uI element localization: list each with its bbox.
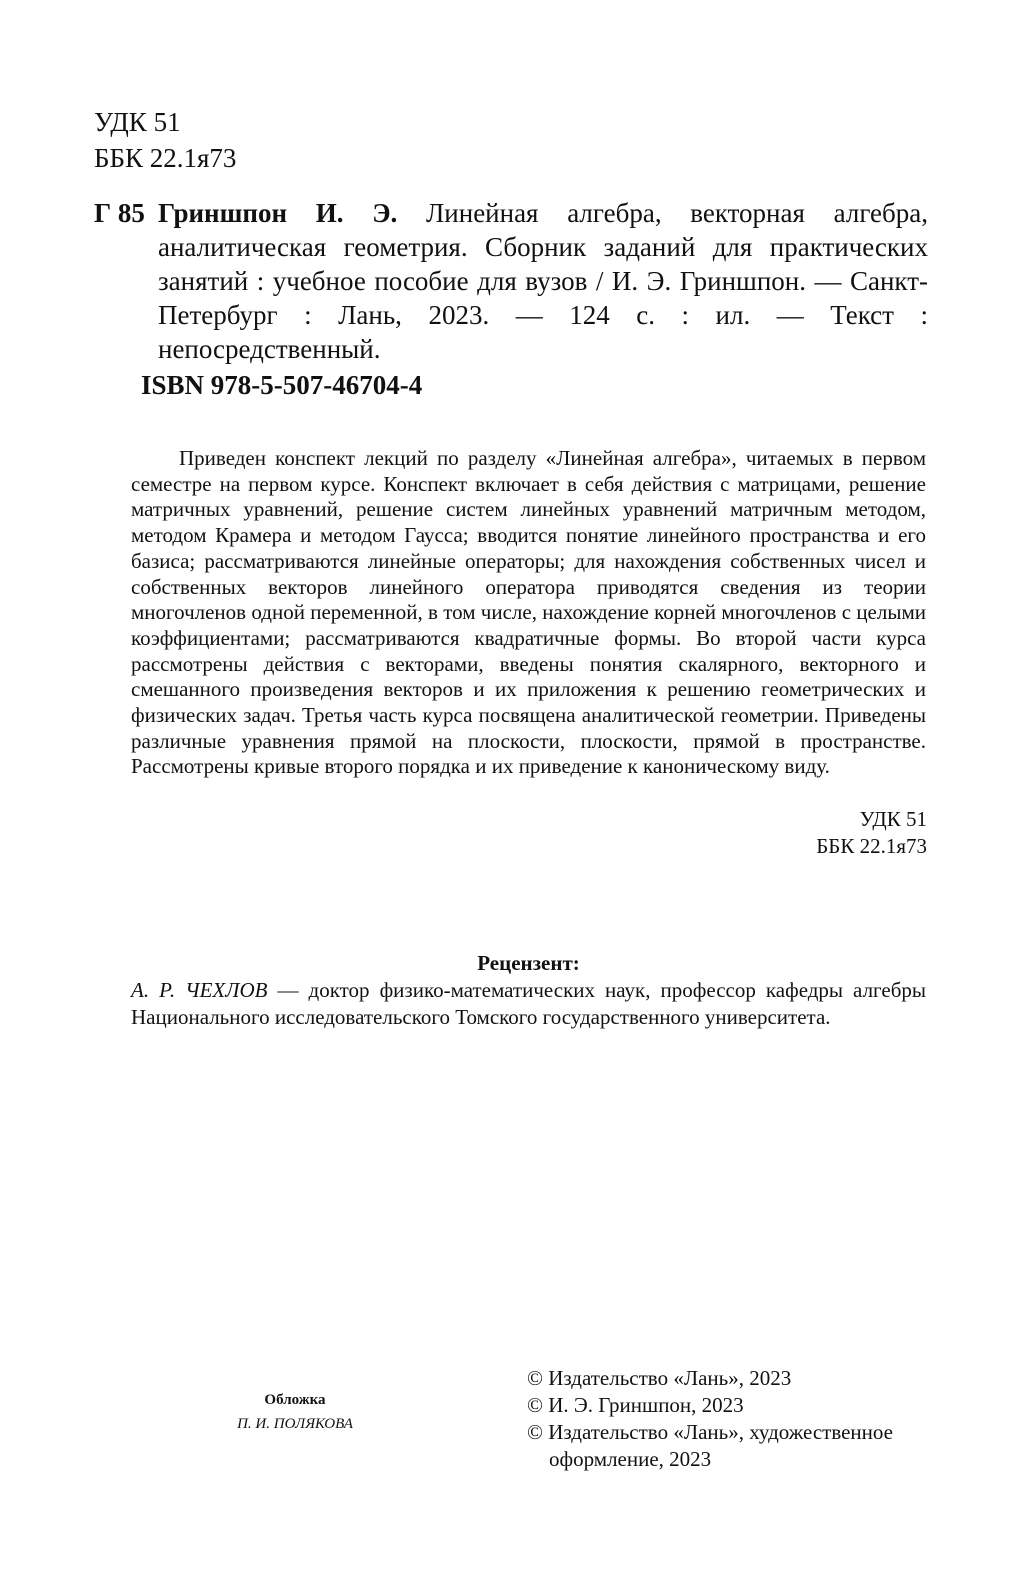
udk-code-repeat: УДК 51 bbox=[859, 807, 927, 831]
copyright-line: © И. Э. Гриншпон, 2023 bbox=[527, 1393, 744, 1417]
cover-label: Обложка bbox=[264, 1392, 326, 1408]
udk-code: УДК 51 bbox=[94, 107, 181, 137]
copyright-line: © Издательство «Лань», художественное оформление, 2023 bbox=[527, 1420, 893, 1471]
classification-block bbox=[94, 104, 236, 176]
bibliographic-record bbox=[94, 196, 928, 366]
reviewer-block bbox=[131, 950, 926, 1031]
cover-designer: П. И. ПОЛЯКОВА bbox=[237, 1416, 353, 1432]
copyright-block bbox=[527, 1365, 927, 1473]
classification-repeat-block bbox=[816, 806, 927, 860]
reviewer-text bbox=[131, 977, 926, 1031]
bibliographic-description bbox=[158, 196, 928, 366]
bbk-code-repeat: ББК 22.1я73 bbox=[816, 834, 927, 858]
reviewer-description: — доктор физико-математических наук, профессор кафедры алгебры Национального исследовательского Томского государственного университета. bbox=[131, 978, 926, 1029]
author-name: Гриншпон И. Э. bbox=[158, 198, 398, 228]
author-code: Г 85 bbox=[94, 198, 145, 228]
annotation: Приведен конспект лекций по разделу «Линейная алгебра», читаемых в первом семестре на первом курсе. Конспект включает в себя действия с матрицами, решение матричных уравнений, решение систем линейных уравнений матричным методом, методом Крамера и методом Гаусса; вводится понятие линейного пространства и его базиса; рассматриваются линейные операторы; для нахождения собственных чисел и собственных векторов линейного оператора приводятся сведения из теории многочленов одной переменной, в том числе, нахождение корней многочленов с целыми коэффициентами; рассматриваются квадратичные формы. Во второй части курса рассмотрены действия с векторами, введены понятия скалярного, векторного и смешанного произведения векторов и их приложения к решению геометрических и физических задач. Третья часть курса посвящена аналитической геометрии. Приведены различные уравнения прямой на плоскости, плоскости, прямой в пространстве. Рассмотрены кривые второго порядка и их приведение к каноническому виду. bbox=[131, 446, 926, 779]
copyright-line: © Издательство «Лань», 2023 bbox=[527, 1366, 792, 1390]
reviewer-name: А. Р. ЧЕХЛОВ bbox=[131, 978, 268, 1002]
book-description: Линейная алгебра, векторная алгебра, аналитическая геометрия. Сборник заданий для практических занятий : учебное пособие для вузов / И. Э. Гриншпон. — Санкт-Петербург : Лань, 2023. — 124 с. : ил. — Текст : непосредственный. bbox=[158, 198, 928, 364]
reviewer-heading: Рецензент: bbox=[477, 951, 580, 975]
bbk-code: ББК 22.1я73 bbox=[94, 143, 237, 173]
isbn: ISBN 978-5-507-46704-4 bbox=[141, 370, 423, 400]
cover-credit bbox=[215, 1388, 375, 1436]
